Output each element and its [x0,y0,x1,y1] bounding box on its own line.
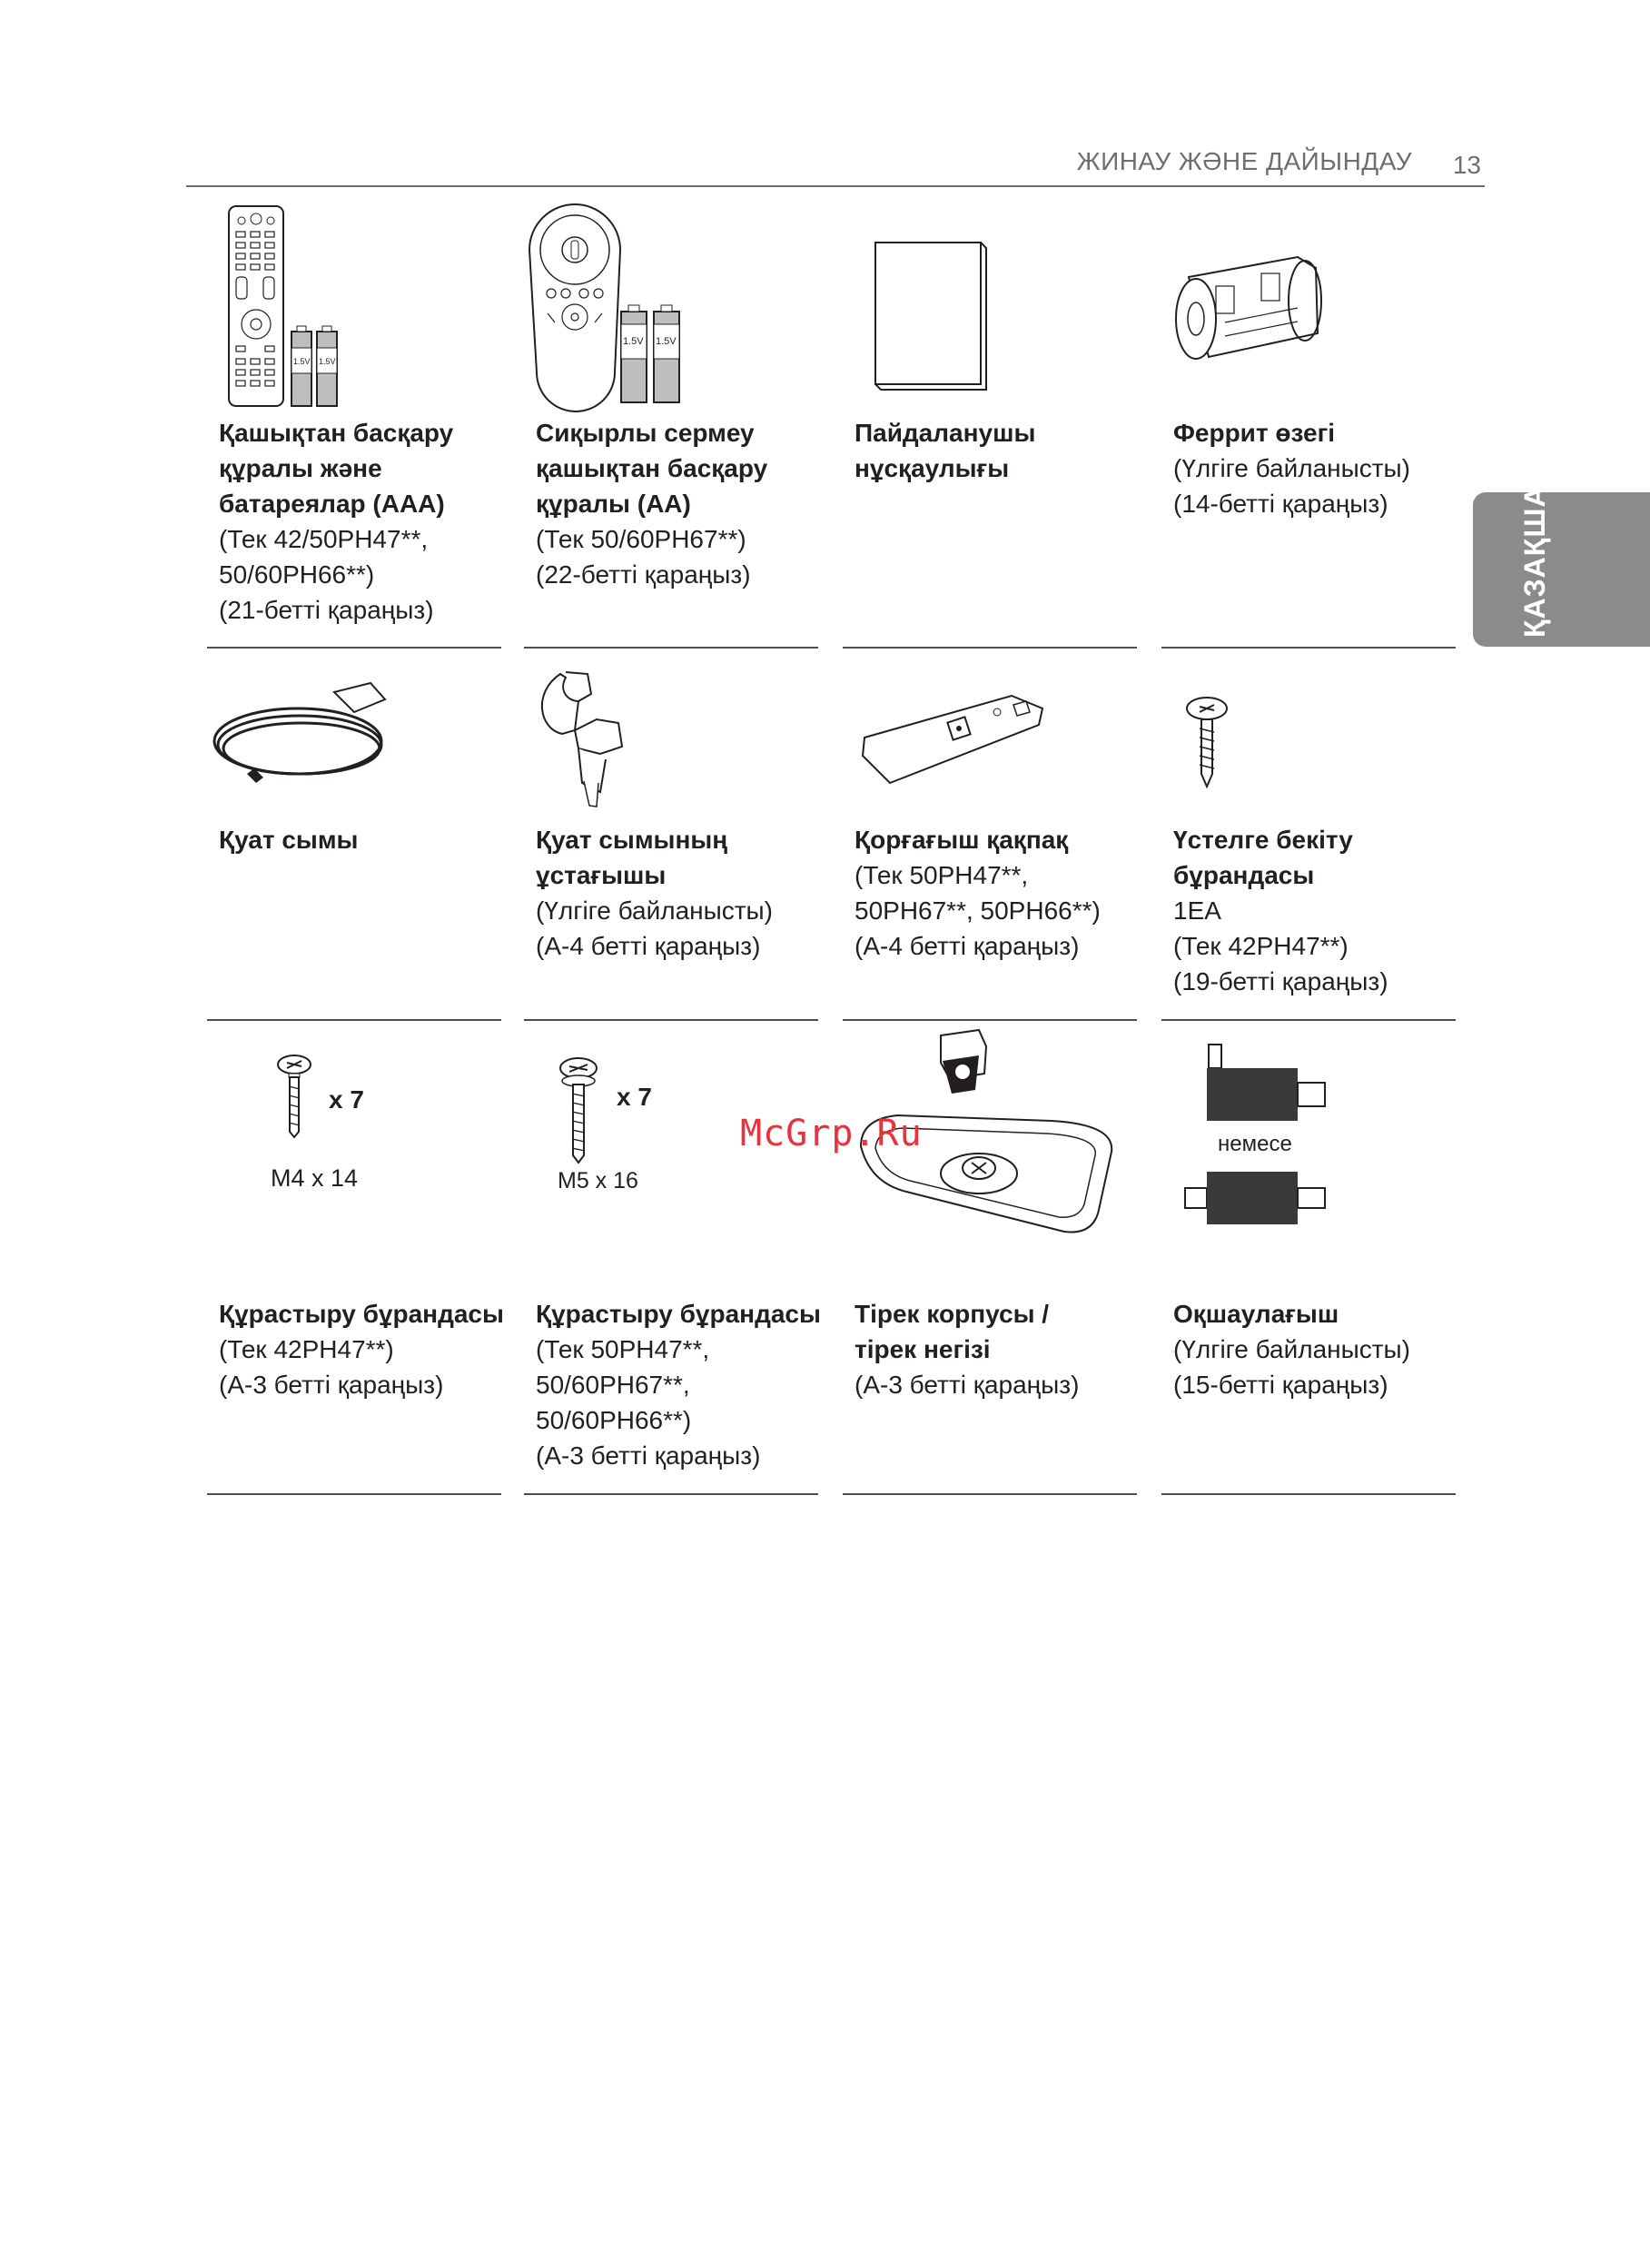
battery-label: 1.5V [623,336,644,347]
item-caption [1173,822,1473,999]
item-isolator [1161,1019,1456,1495]
item-description: (Үлгіге байланысты) (14-бетті қараңыз) [1173,454,1410,518]
item-ferrite-core [1161,186,1456,649]
item-title: Тірек корпусы / тірек негізі [855,1300,1050,1363]
item-title: Оқшаулағыш [1173,1300,1339,1328]
language-tab[interactable] [1473,485,1650,647]
item-description: (Үлгіге байланысты) (15-бетті қараңыз) [1173,1335,1410,1399]
battery-label: 1.5V [319,357,336,366]
item-protection-cover [843,647,1137,1021]
magic-remote-icon [524,186,818,413]
item-caption [855,822,1154,964]
item-caption [536,1296,835,1473]
item-power-cord [207,647,501,1021]
item-desk-screw [1161,647,1456,1021]
item-description: (Тек 50PH47**, 50PH67**, 50PH66**) (A-4 бетті қараңыз) [855,861,1101,960]
item-screw-m5 [524,1019,821,1495]
item-caption [1173,1296,1473,1402]
item-caption [536,822,835,964]
item-magic-remote [524,186,818,649]
cord-holder-icon [524,647,818,828]
item-title: Үстелге бекіту бұрандасы [1173,826,1353,889]
item-caption [219,822,519,857]
ferrite-core-icon [1161,186,1456,413]
item-title: Қуат сымы [219,826,359,854]
protection-cover-icon [843,647,1137,828]
item-title: Құрастыру бұрандасы [536,1300,821,1328]
isolator-icon [1161,1019,1456,1255]
item-description: 1EA (Тек 42PH47**) (19-бетті қараңыз) [1173,896,1388,995]
item-title: Пайдаланушы нұсқаулығы [855,419,1036,482]
section-title: ЖИНАУ ЖӘНЕ ДАЙЫНДАУ [1076,147,1412,175]
item-title: Құрастыру бұрандасы [219,1300,504,1328]
remote-control-icon [207,186,501,413]
page-number: 13 [1452,151,1481,179]
item-remote-control [207,186,501,649]
item-title: Феррит өзегі [1173,419,1336,447]
item-description: (Тек 42/50PH47**, 50/60PH66**) (21-бетті қараңыз) [219,525,434,624]
item-description: (Тек 50PH47**, 50/60PH67**, 50/60PH66**) (A-3 бетті қараңыз) [536,1335,761,1470]
power-cord-icon [207,647,501,828]
quantity-label: x 7 [617,1083,652,1111]
item-description: (Үлгіге байланысты) (A-4 бетті қараңыз) [536,896,773,960]
item-title: Қорғағыш қақпақ [855,826,1069,854]
quantity-label: x 7 [329,1085,364,1114]
item-description: (A-3 бетті қараңыз) [855,1371,1080,1399]
watermark: McGrp.Ru [740,1113,923,1154]
item-title: Сиқырлы сермеу қашықтан басқару құралы (AA) [536,419,768,518]
battery-label: 1.5V [293,357,311,366]
item-caption [855,415,1154,486]
item-caption [1173,415,1473,521]
language-tab-label: ҚАЗАҚША [1518,485,1551,638]
battery-label: 1.5V [656,336,677,347]
item-title: Қашықтан басқару құралы және батареялар (AAA) [219,419,454,518]
item-screw-m4 [207,1019,504,1495]
or-label: немесе [1218,1132,1292,1156]
screw-size-label: M4 x 14 [271,1164,359,1192]
item-caption [536,415,835,592]
manual-book-icon [843,186,1137,413]
item-manual [843,186,1137,649]
item-title: Қуат сымының ұстағышы [536,826,728,889]
item-caption [855,1296,1154,1402]
screw-size-label: M5 x 16 [558,1168,638,1193]
item-stand [843,1019,1137,1495]
item-caption [219,415,519,628]
desk-screw-icon [1161,647,1456,828]
item-cord-holder [524,647,818,1021]
item-description: (Тек 50/60PH67**) (22-бетті қараңыз) [536,525,751,589]
page-header [186,144,1485,187]
item-caption [219,1296,519,1402]
item-description: (Тек 42PH47**) (A-3 бетті қараңыз) [219,1335,444,1399]
